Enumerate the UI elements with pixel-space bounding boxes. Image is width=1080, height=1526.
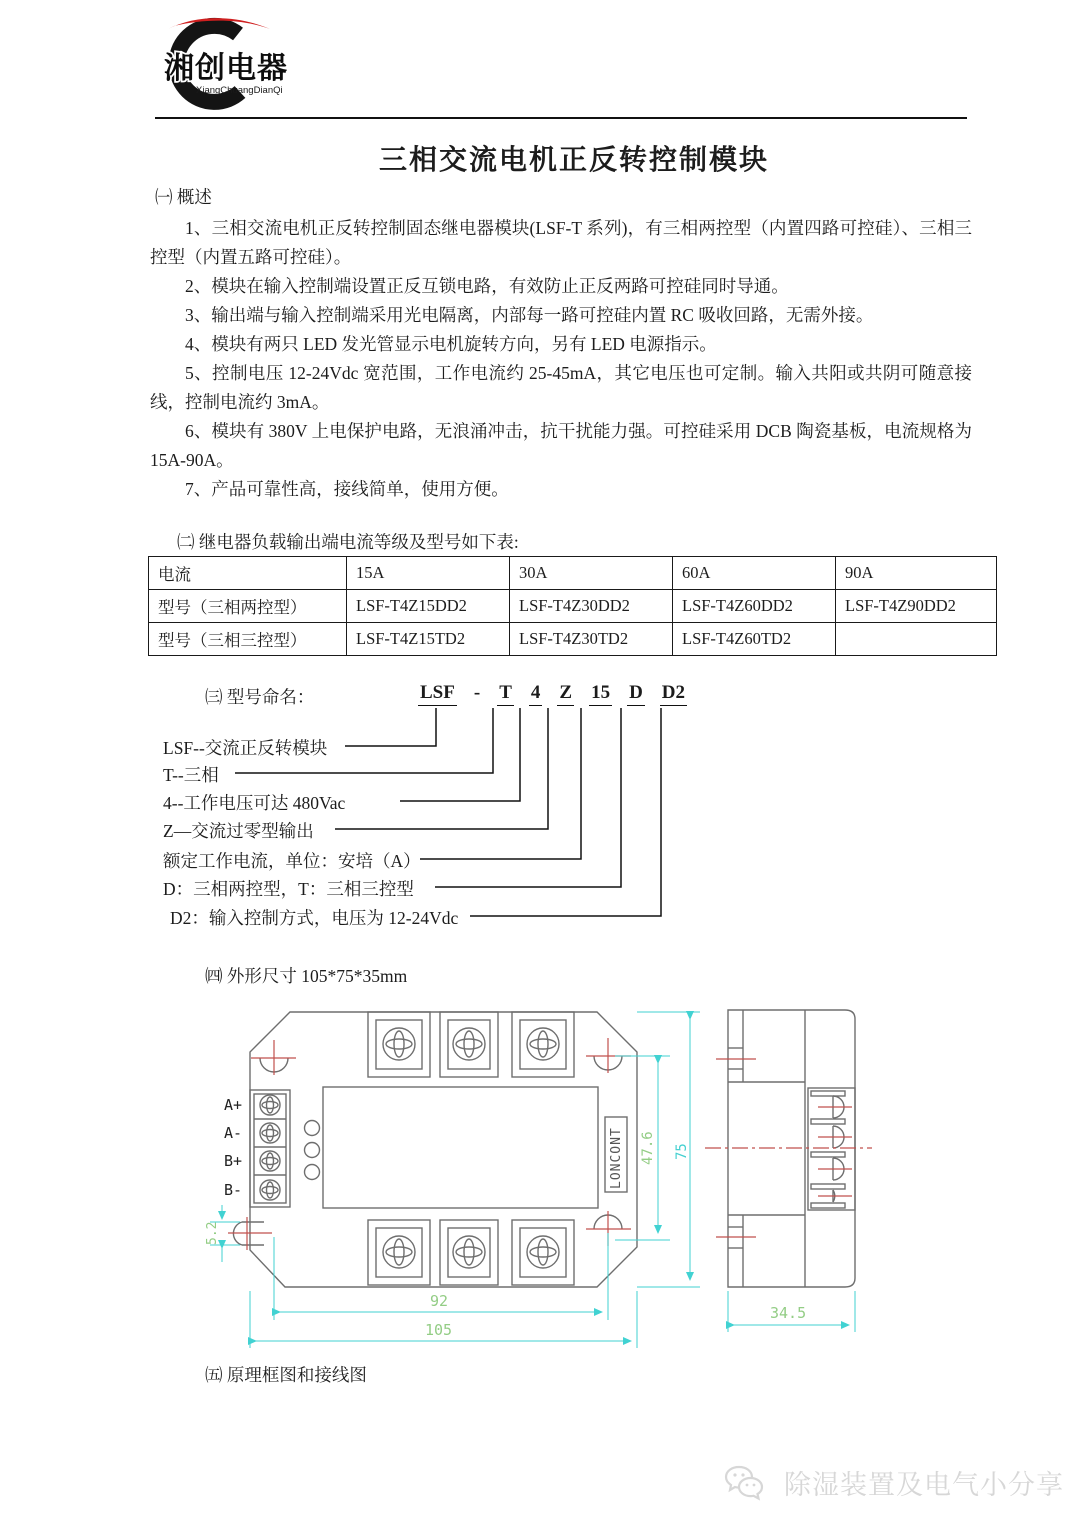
code-segment: 4 bbox=[529, 682, 543, 706]
model-cell: LSF-T4Z30TD2 bbox=[510, 623, 673, 656]
control-terminal-labels bbox=[224, 1096, 242, 1199]
table-header-row bbox=[149, 557, 997, 590]
header-rule bbox=[155, 117, 967, 119]
row-label: 型号（三相两控型） bbox=[149, 590, 347, 623]
overview-item: 2、模块在输入控制端设置正反互锁电路，有效防止正反两路可控硅同时导通。 bbox=[185, 276, 789, 296]
brand-plate-label: LONCONT bbox=[609, 1127, 624, 1189]
company-logo bbox=[152, 12, 352, 116]
naming-label: D：三相两控型，T：三相三控型 bbox=[163, 879, 414, 899]
dim-5-2: 5.2 bbox=[205, 1221, 220, 1245]
front-view bbox=[233, 1012, 637, 1287]
model-cell: LSF-T4Z30DD2 bbox=[510, 590, 673, 623]
dim-105: 105 bbox=[425, 1321, 453, 1339]
col-header: 15A bbox=[347, 557, 510, 590]
code-segment: 15 bbox=[589, 682, 612, 706]
code-segment: D2 bbox=[660, 682, 687, 706]
model-cell: LSF-T4Z90DD2 bbox=[836, 590, 997, 623]
top-terminal-blocks bbox=[368, 1012, 574, 1077]
terminal-label: A- bbox=[224, 1124, 243, 1142]
dim-34-5: 34.5 bbox=[770, 1304, 807, 1322]
code-segment: T bbox=[497, 682, 514, 706]
col-header: 30A bbox=[510, 557, 673, 590]
terminal-label: A+ bbox=[224, 1096, 243, 1114]
overview-item: 3、输出端与输入控制端采用光电隔离，内部每一路可控硅内置 RC 吸收回路，无需外接。 bbox=[185, 305, 874, 325]
control-terminal-strip bbox=[250, 1090, 290, 1207]
logo-name-pinyin: XiangChuangDianQi bbox=[196, 85, 283, 96]
naming-label: 4--工作电压可达 480Vac bbox=[163, 793, 346, 813]
overview-item: 7、产品可靠性高，接线简单，使用方便。 bbox=[185, 479, 509, 499]
wechat-icon bbox=[724, 1465, 776, 1501]
code-segment: LSF bbox=[418, 682, 457, 706]
code-segment: D bbox=[627, 682, 645, 706]
col-header: 90A bbox=[836, 557, 997, 590]
code-segment: Z bbox=[557, 682, 574, 706]
naming-label: D2：输入控制方式，电压为 12-24Vdc bbox=[170, 908, 459, 928]
dim-47-6: 47.6 bbox=[640, 1131, 656, 1165]
model-code-row bbox=[418, 682, 687, 706]
naming-label: T--三相 bbox=[163, 765, 219, 785]
bottom-terminal-blocks bbox=[368, 1220, 574, 1285]
model-cell: LSF-T4Z15DD2 bbox=[347, 590, 510, 623]
naming-section-heading: ㈢ 型号命名： bbox=[205, 687, 315, 707]
overview-section bbox=[150, 183, 972, 504]
page-title: 三相交流电机正反转控制模块 bbox=[378, 145, 769, 176]
dim-75: 75 bbox=[674, 1143, 690, 1160]
outline-dimension-drawing bbox=[200, 1005, 1080, 1365]
model-cell: LSF-T4Z15TD2 bbox=[347, 623, 510, 656]
dim-92: 92 bbox=[430, 1292, 449, 1310]
overview-heading: ㈠ 概述 bbox=[155, 187, 212, 207]
naming-label: LSF--交流正反转模块 bbox=[163, 738, 328, 758]
overview-item: 1、三相交流电机正反转控制固态继电器模块(LSF-T 系列)，有三相两控型（内置四路可控硅）、三相三控型（内置五路可控硅）。 bbox=[150, 218, 972, 267]
row-label: 型号（三相三控型） bbox=[149, 623, 347, 656]
code-dash: - bbox=[473, 682, 481, 703]
terminal-label: B+ bbox=[224, 1152, 243, 1170]
col-header: 60A bbox=[673, 557, 836, 590]
overview-item: 4、模块有两只 LED 发光管显示电机旋转方向，另有 LED 电源指示。 bbox=[185, 334, 717, 354]
table-section-heading: ㈡ 继电器负载输出端电流等级及型号如下表: bbox=[177, 532, 519, 552]
model-cell bbox=[836, 623, 997, 656]
table-row bbox=[149, 623, 997, 656]
terminal-label: B- bbox=[224, 1181, 243, 1199]
naming-label: 额定工作电流，单位：安培（A） bbox=[163, 851, 421, 871]
watermark-text: 除湿装置及电气小分享 bbox=[784, 1470, 1064, 1500]
watermark bbox=[724, 1463, 1064, 1502]
model-spec-table bbox=[148, 556, 997, 656]
model-cell: LSF-T4Z60TD2 bbox=[673, 623, 836, 656]
col-header: 电流 bbox=[149, 557, 347, 590]
table-row bbox=[149, 590, 997, 623]
model-cell: LSF-T4Z60DD2 bbox=[673, 590, 836, 623]
naming-label: Z—交流过零型输出 bbox=[163, 821, 314, 841]
overview-item: 6、模块有 380V 上电保护电路，无浪涌冲击，抗干扰能力强。可控硅采用 DCB 陶瓷基板，电流规格为 15A-90A。 bbox=[150, 421, 972, 470]
logo-name-cn: 湘创电器 bbox=[164, 52, 288, 85]
dimensions-section-heading: ㈣ 外形尺寸 105*75*35mm bbox=[205, 966, 408, 986]
led-indicators bbox=[305, 1121, 320, 1180]
overview-item: 5、控制电压 12-24Vdc 宽范围，工作电流约 25-45mA，其它电压也可定制。输入共阳或共阴可随意接线，控制电流约 3mA。 bbox=[150, 363, 972, 412]
schematic-section-heading: ㈤ 原理框图和接线图 bbox=[205, 1365, 367, 1385]
